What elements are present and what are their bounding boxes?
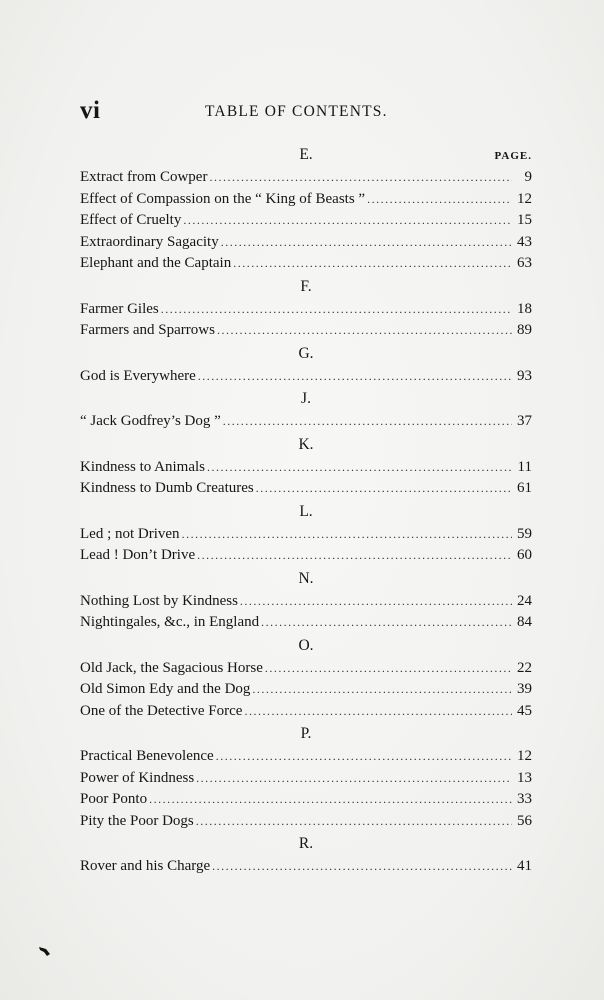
dot-leader <box>217 320 512 342</box>
section-letter: F. <box>300 277 312 295</box>
entry-page-number: 13 <box>517 769 532 786</box>
section-heading <box>80 143 532 167</box>
entry-title: Farmers and Sparrows <box>80 322 215 338</box>
section-heading <box>80 634 532 658</box>
toc-entry[interactable] <box>80 299 532 321</box>
running-head <box>80 97 532 125</box>
entry-title: Extract from Cowper <box>80 169 208 185</box>
toc-entry[interactable] <box>80 612 532 634</box>
entry-title: Nightingales, &c., in England <box>80 614 260 630</box>
section-letter: K. <box>298 435 314 453</box>
entry-title: Lead ! Don’t Drive <box>80 547 196 563</box>
dot-leader <box>161 299 512 321</box>
toc-entry[interactable] <box>80 411 532 433</box>
toc-entry[interactable] <box>80 811 532 833</box>
entry-title: Effect of Compassion on the “ King of Beasts ” <box>80 190 366 207</box>
entry-page-number: 41 <box>517 858 532 874</box>
entry-title: Farmer Giles <box>80 300 159 317</box>
toc-entry[interactable] <box>80 524 532 546</box>
section-letter: R. <box>298 835 314 852</box>
dot-leader <box>223 411 512 433</box>
dot-leader <box>196 768 512 790</box>
entry-page-number: 89 <box>517 322 532 338</box>
entry-title: Poor Ponto <box>80 791 148 807</box>
section-heading <box>80 832 532 856</box>
entry-title: Power of Kindness <box>80 769 195 786</box>
entry-page-number: 61 <box>517 480 532 496</box>
toc-entry[interactable] <box>80 478 532 500</box>
entry-page-number: 12 <box>517 748 532 764</box>
entry-page-number: 60 <box>517 547 532 563</box>
dot-leader <box>261 612 512 634</box>
entry-title: Practical Benevolence <box>80 748 214 764</box>
entry-title: God is Everywhere <box>80 367 196 384</box>
section-heading <box>80 342 532 366</box>
section-letter: P. <box>300 725 312 742</box>
section-letter: G. <box>298 344 314 362</box>
section-letter: O. <box>298 636 314 654</box>
ink-mark <box>38 945 51 957</box>
section-heading <box>80 275 532 299</box>
toc-entry[interactable] <box>80 679 532 701</box>
toc-entry[interactable] <box>80 320 532 342</box>
dot-leader <box>183 210 512 232</box>
entry-page-number: 15 <box>517 212 532 228</box>
entry-title: Kindness to Animals <box>80 458 206 475</box>
entry-title: Led ; not Driven <box>80 525 180 542</box>
dot-leader <box>196 811 512 833</box>
page-number: vi <box>80 97 101 124</box>
section-heading <box>80 722 532 746</box>
entry-page-number: 22 <box>517 659 532 676</box>
entry-page-number: 9 <box>524 169 532 185</box>
dot-leader <box>197 545 512 567</box>
entry-page-number: 56 <box>517 812 532 829</box>
entry-page-number: 11 <box>517 458 532 475</box>
entry-title: Kindness to Dumb Creatures <box>80 480 254 496</box>
toc-entry[interactable] <box>80 366 532 388</box>
toc-entry[interactable] <box>80 167 532 189</box>
entry-title: Old Simon Edy and the Dog <box>80 681 251 697</box>
entry-page-number: 63 <box>517 255 532 271</box>
toc-entry[interactable] <box>80 545 532 567</box>
dot-leader <box>256 478 512 500</box>
page-column-label: PAGE. <box>494 150 532 162</box>
dot-leader <box>209 167 512 189</box>
entry-title: Effect of Cruelty <box>80 212 182 228</box>
section-heading <box>80 433 532 457</box>
entry-title: One of the Detective Force <box>80 702 243 719</box>
entry-title: Old Jack, the Sagacious Horse <box>80 659 263 676</box>
dot-leader <box>240 591 512 613</box>
section-heading <box>80 500 532 524</box>
table-of-contents <box>80 143 532 878</box>
toc-entry[interactable] <box>80 210 532 232</box>
section-heading <box>80 387 532 411</box>
entry-page-number: 93 <box>517 367 532 384</box>
section-letter: L. <box>299 502 313 520</box>
entry-title: Pity the Poor Dogs <box>80 812 194 829</box>
dot-leader <box>216 746 512 768</box>
dot-leader <box>265 658 512 680</box>
toc-entry[interactable] <box>80 856 532 878</box>
toc-entry[interactable] <box>80 768 532 790</box>
entry-page-number: 37 <box>517 413 532 429</box>
dot-leader <box>233 253 512 275</box>
dot-leader <box>207 457 512 479</box>
dot-leader <box>182 524 512 546</box>
toc-entry[interactable] <box>80 457 532 479</box>
dot-leader <box>198 366 512 388</box>
entry-page-number: 84 <box>517 614 532 630</box>
section-letter: N. <box>298 569 314 587</box>
section-letter: J. <box>301 390 311 407</box>
entry-page-number: 33 <box>517 791 532 807</box>
entry-page-number: 18 <box>517 300 532 317</box>
toc-entry[interactable] <box>80 591 532 613</box>
dot-leader <box>149 789 512 811</box>
entry-page-number: 24 <box>517 592 532 609</box>
entry-title: “ Jack Godfrey’s Dog ” <box>80 413 221 429</box>
toc-entry[interactable] <box>80 746 532 768</box>
entry-title: Rover and his Charge <box>80 858 211 874</box>
dot-leader <box>212 856 512 878</box>
toc-entry[interactable] <box>80 189 532 211</box>
entry-title: Nothing Lost by Kindness <box>80 592 238 609</box>
toc-entry[interactable] <box>80 789 532 811</box>
entry-title: Elephant and the Captain <box>80 255 232 271</box>
toc-entry[interactable] <box>80 701 532 723</box>
entry-page-number: 12 <box>517 190 532 207</box>
page-title: TABLE OF CONTENTS. <box>205 103 388 120</box>
entry-title: Extraordinary Sagacity <box>80 233 219 250</box>
section-heading <box>80 567 532 591</box>
toc-entry[interactable] <box>80 253 532 275</box>
entry-page-number: 45 <box>517 702 532 719</box>
toc-entry[interactable] <box>80 658 532 680</box>
dot-leader <box>367 189 512 211</box>
section-letter: E. <box>299 146 313 163</box>
dot-leader <box>221 232 512 254</box>
entry-page-number: 59 <box>517 525 532 542</box>
entry-page-number: 43 <box>517 233 532 250</box>
dot-leader <box>244 701 512 723</box>
entry-page-number: 39 <box>517 681 532 697</box>
dot-leader <box>252 679 512 701</box>
toc-entry[interactable] <box>80 232 532 254</box>
